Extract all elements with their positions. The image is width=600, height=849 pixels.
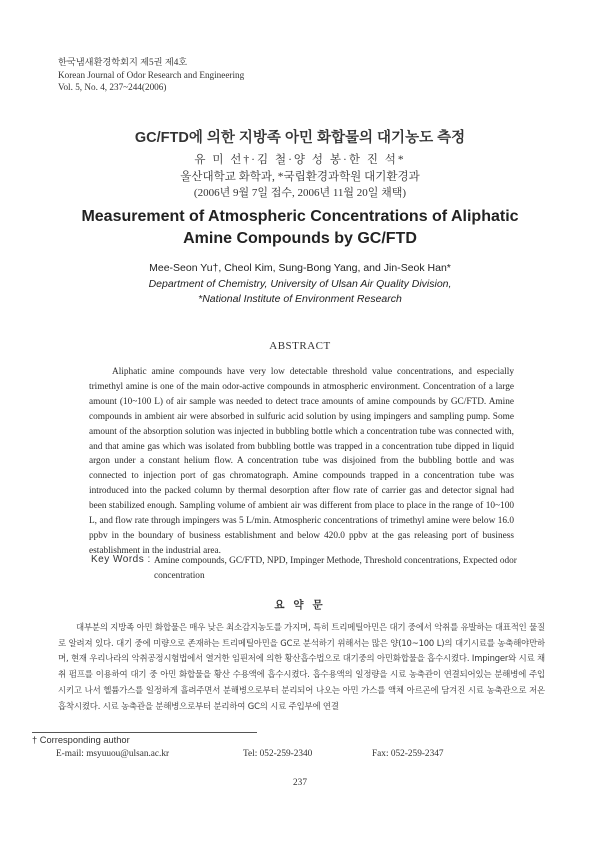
title-english: Measurement of Atmospheric Concentrations of Aliphatic Amine Compounds by GC/FTD xyxy=(81,208,519,247)
journal-info xyxy=(58,56,244,94)
abstract-heading: ABSTRACT xyxy=(269,340,331,352)
summary-heading: 요 약 문 xyxy=(274,599,326,611)
summary-text: 대부분의 지방족 아민 화합물은 매우 낮은 최소감지농도를 가지며, 특히 트리메틸아민은 대기 중에서 악취를 유발하는 대표적인 물질로 알려져 있다. 대기 중에 미량으로 존재하는 트리메틸아민을 GC로 분석하기 위해서는 많은 양(10~100 L)의 대기시료를 농축해야만하며, 현재 우리나라의 악취공정시험법에서 열거한 임핀저에 의한 황산흡수법으로 대기중의 아민화합물을 흡수시켰다. Impinger와 시료 채취 펌프를 이용하여 대기 중 아민 화합물을 황산 수용액에 흡수시켰다. 흡수용액의 일정량을 시료 농축관이 연결되어있는 분해병에 주입시키고 나서 헬륨가스를 일정하게 흘려주면서 분해병으로부터 분리되어 나오는 아민 가스를 액체 아르곤에 담겨진 시료 농축관으로 저온 흡착시켰다. 시료 농축관을 분해병으로부터 분리하여 GC의 시료 주입부에 연결 xyxy=(58,622,545,711)
affiliation-english-line2: *National Institute of Environment Research xyxy=(198,293,402,305)
page-number: 237 xyxy=(293,778,307,788)
footnote-divider xyxy=(32,732,257,733)
authors-korean: 유 미 선†·김 철·양 성 봉·한 진 석* xyxy=(194,154,406,166)
journal-name-en: Korean Journal of Odor Research and Engineering xyxy=(58,69,245,80)
affiliation-english-line1: Department of Chemistry, University of Ulsan Air Quality Division, xyxy=(148,278,452,290)
submission-dates: (2006년 9월 7일 접수, 2006년 11월 20일 채택) xyxy=(193,187,407,199)
contact-tel: Tel: 052-259-2340 xyxy=(243,749,313,759)
keywords-text: Amine compounds, GC/FTD, NPD, Impinger Methode, Threshold concentrations, Expected odor concentration xyxy=(154,556,517,581)
title-korean: GC/FTD에 의한 지방족 아민 화합물의 대기농도 측정 xyxy=(134,130,466,146)
abstract-text: Aliphatic amine compounds have very low detectable threshold value concentrations, and especially trimethyl amine is one of the main odor-active compounds in atmospheric environment. Concentration of a large amount (10~100 L) of air sample was needed to detect trace amounts of amine compounds by GC/FTD. Amine compounds in ambient air were absorbed in sulfuric acid solution by using impingers and sampling pump. Some amount of the absorption solution was injected in bubbling bottle which a concentration tube was connected with, and that amine gas which was isolated from bubbling bottle was trapped in a concentration tube dipped in liquid argon under a constant helium flow. A concentration tube was disjoined from the bubbling bottle and was connected to injection port of gas chromatograph. Amine compounds trapped in a concentration tube was introduced into the packed column by thermal desorption after flow rate of carrier gas and detector signal had been stabilized enough. Sampling volume of ambient air was different from place to place in the range of 10~100 L, and flow rate through impingers was 5 L/min. Atmospheric concentrations of trimethyl amine were below 16.0 ppbv in the boundary of business establishment and below 420.0 ppbv at the gas releasing port of business establishment in the industrial area. xyxy=(89,367,514,556)
corresponding-author-note: † Corresponding author xyxy=(32,735,130,745)
contact-email: E-mail: msyuuou@ulsan.ac.kr xyxy=(56,749,170,759)
affiliation-korean: 울산대학교 화학과, *국립환경과학원 대기환경과 xyxy=(180,171,420,183)
contact-fax: Fax: 052-259-2347 xyxy=(372,749,444,759)
summary-body xyxy=(58,620,545,714)
abstract-body xyxy=(89,365,514,559)
authors-english: Mee-Seon Yu†, Cheol Kim, Sung-Bong Yang, and Jin-Seok Han* xyxy=(149,262,451,274)
journal-name-ko: 한국냄새환경학회지 제5권 제4호 xyxy=(58,57,188,67)
keywords-label: Key Words : xyxy=(91,554,151,565)
journal-volume: Vol. 5, No. 4, 237~244(2006) xyxy=(58,82,167,92)
